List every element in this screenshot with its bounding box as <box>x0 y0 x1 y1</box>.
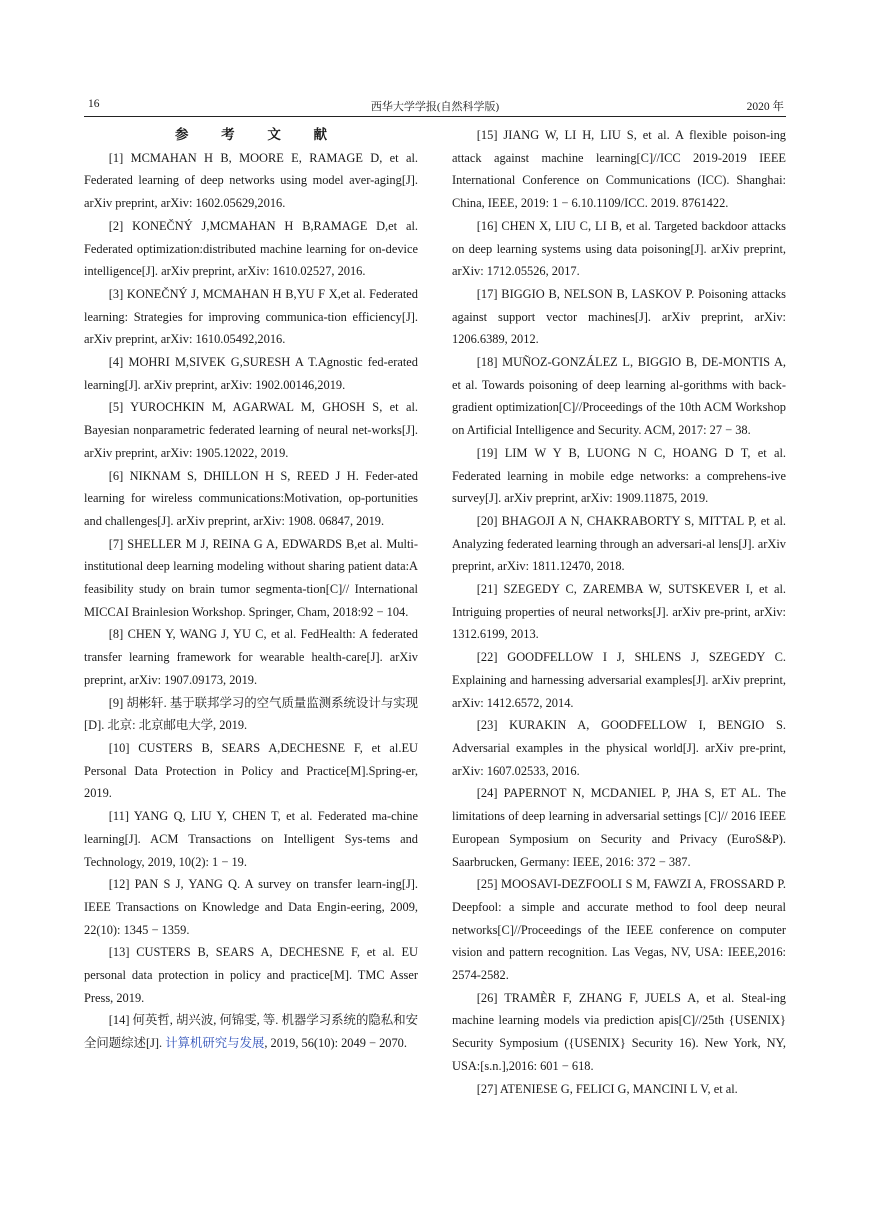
reference-item: [26] TRAMÈR F, ZHANG F, JUELS A, et al. Steal-ing machine learning models via prediction apis[C]//25th {USENIX} Security Symposium ({USENIX} Security 16). New York, NY, USA:[s.n.],2016: 601 − 618. <box>452 990 786 1073</box>
reference-item: [9] 胡彬轩. 基于联邦学习的空气质量监测系统设计与实现 [D]. 北京: 北京邮电大学, 2019. <box>84 695 418 733</box>
publication-year: 2020 年 <box>746 101 784 113</box>
reference-item: [11] YANG Q, LIU Y, CHEN T, et al. Federated ma-chine learning[J]. ACM Transactions on Intelligent Sys-tems and Technology, 2019, 10(2): 1 − 19. <box>84 809 418 869</box>
reference-item: [16] CHEN X, LIU C, LI B, et al. Targeted backdoor attacks on deep learning systems using data poisoning[J]. arXiv preprint, arXiv: 1712.05526, 2017. <box>452 218 786 279</box>
reference-item: [24] PAPERNOT N, MCDANIEL P, JHA S, ET AL. The limitations of deep learning in adversarial settings [C]// 2016 IEEE European Symposium on Security and Privacy (EuroS&P). Saarbrucken, Germany: IEEE, 2016: 372 − 387. <box>452 786 786 869</box>
left-column <box>84 124 418 1055</box>
reference-item: [1] MCMAHAN H B, MOORE E, RAMAGE D, et al. Federated learning of deep networks using model aver-aging[J]. arXiv preprint, arXiv: 1602.05629,2016. <box>84 150 418 211</box>
reference-text: [14] 何英哲, 胡兴波, 何锦雯, 等. 机器学习系统的隐私和安全问题综述[J]. <box>84 1013 418 1051</box>
reference-item: [7] SHELLER M J, REINA G A, EDWARDS B,et al. Multi-institutional deep learning modeling without sharing patient data:A feasibility study on brain tumor segmenta-tion[C]// International MICCAI Brainlesion Workshop. Springer, Cham, 2018:92 − 104. <box>84 536 418 619</box>
page-number: 16 <box>88 98 100 110</box>
section-title: 参 考 文 献 <box>174 127 342 143</box>
reference-item: [3] KONEČNÝ J, MCMAHAN H B,YU F X,et al. Federated learning: Strategies for improving communica-tion efficiency[J]. arXiv preprint, arXiv: 1610.05492,2016. <box>84 286 418 347</box>
reference-item: [5] YUROCHKIN M, AGARWAL M, GHOSH S, et al. Bayesian nonparametric federated learning of neural net-works[J]. arXiv preprint, arXiv: 1905.12022, 2019. <box>84 400 418 460</box>
reference-item: [2] KONEČNÝ J,MCMAHAN H B,RAMAGE D,et al. Federated optimization:distributed machine learning for on-device intelligence[J]. arXiv preprint, arXiv: 1610.02527, 2016. <box>84 218 418 279</box>
reference-item <box>84 1009 418 1054</box>
header-rule <box>84 116 786 117</box>
reference-item: [23] KURAKIN A, GOODFELLOW I, BENGIO S. Adversarial examples in the physical world[J]. arXiv pre-print, arXiv: 1607.02533, 2016. <box>452 718 786 778</box>
reference-item: [10] CUSTERS B, SEARS A,DECHESNE F, et al.EU Personal Data Protection in Policy and Practice[M].Spring-er, 2019. <box>84 740 418 801</box>
reference-item: [15] JIANG W, LI H, LIU S, et al. A flexible poison-ing attack against machine learning[C]//ICC 2019-2019 IEEE International Conference on Communications (ICC). Shanghai: China, IEEE, 2019: 1 − 6.10.1109/ICC. 2019. 8761422. <box>452 128 786 211</box>
reference-item: [19] LIM W Y B, LUONG N C, HOANG D T, et al. Federated learning in mobile edge networks: a comprehens-ive survey[J]. arXiv preprint, arXiv: 1909.11875, 2019. <box>452 445 786 506</box>
running-header <box>84 96 786 114</box>
right-column <box>452 124 786 1100</box>
reference-item: [20] BHAGOJI A N, CHAKRABORTY S, MITTAL P, et al. Analyzing federated learning through an adversari-al lens[J]. arXiv preprint, arXiv: 1811.12470, 2018. <box>452 513 786 574</box>
reference-item: [25] MOOSAVI-DEZFOOLI S M, FAWZI A, FROSSARD P. Deepfool: a simple and accurate method to fool deep neural networks[C]//Proceedings of the IEEE conference on computer vision and pattern recognition. Las Vegas, NV, USA: IEEE,2016: 2574-2582. <box>452 877 786 983</box>
reference-item: [17] BIGGIO B, NELSON B, LASKOV P. Poisoning attacks against support vector machines[J]. arXiv preprint, arXiv: 1206.6389, 2012. <box>452 286 786 347</box>
journal-name: 西华大学学报(自然科学版) <box>370 101 500 113</box>
reference-item: [8] CHEN Y, WANG J, YU C, et al. FedHealth: A federated transfer learning framework for wearable health-care[J]. arXiv preprint, arXiv: 1907.09173, 2019. <box>84 627 418 687</box>
reference-item: [22] GOODFELLOW I J, SHLENS J, SZEGEDY C. Explaining and harnessing adversarial examples[J]. arXiv preprint, arXiv: 1412.6572, 2014. <box>452 650 786 710</box>
reference-item: [27] ATENIESE G, FELICI G, MANCINI L V, et al. <box>476 1081 738 1096</box>
reference-item: [4] MOHRI M,SIVEK G,SURESH A T.Agnostic fed-erated learning[J]. arXiv preprint, arXiv: 1902.00146,2019. <box>84 355 418 392</box>
reference-item: [18] MUÑOZ-GONZÁLEZ L, BIGGIO B, DE-MONTIS A, et al. Towards poisoning of deep learning al-gorithms with back-gradient optimization[C]//Proceedings of the 10th ACM Workshop on Artificial Intelligence and Security. ACM, 2017: 27 − 38. <box>452 355 786 438</box>
reference-item: [12] PAN S J, YANG Q. A survey on transfer learn-ing[J]. IEEE Transactions on Knowledge and Data Engin-eering, 2009, 22(10): 1345 − 1359. <box>84 877 418 937</box>
reference-item: [13] CUSTERS B, SEARS A, DECHESNE F, et al. EU personal data protection in policy and practice[M]. TMC Asser Press, 2019. <box>84 945 418 1005</box>
reference-text: , 2019, 56(10): 2049 − 2070. <box>264 1036 407 1051</box>
reference-item: [21] SZEGEDY C, ZAREMBA W, SUTSKEVER I, et al. Intriguing properties of neural networks[J]. arXiv pre-print, arXiv: 1312.6199, 2013. <box>452 582 786 642</box>
reference-item: [6] NIKNAM S, DHILLON H S, REED J H. Feder-ated learning for wireless communications:Motivation, op-portunities and challenges[J]. arXiv preprint, arXiv: 1908. 06847, 2019. <box>84 468 418 528</box>
journal-link[interactable]: 计算机研究与发展 <box>165 1036 265 1051</box>
